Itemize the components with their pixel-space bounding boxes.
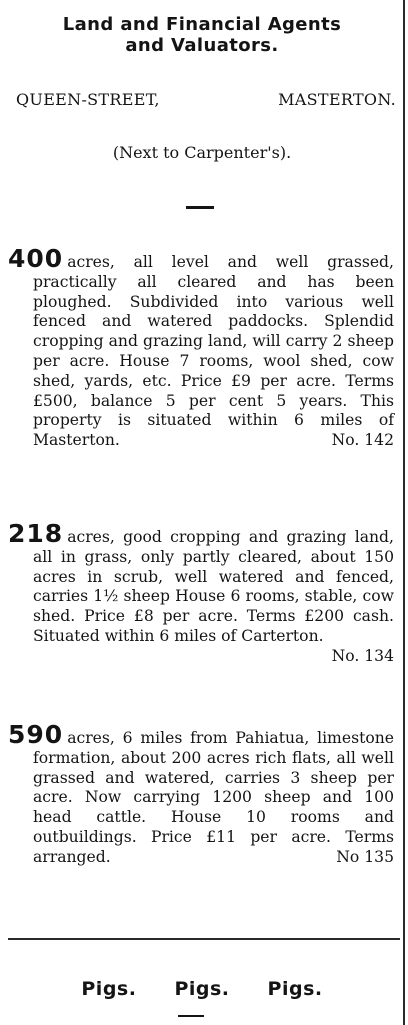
pigs-word: Pigs. bbox=[267, 978, 323, 1000]
agency-title bbox=[0, 14, 404, 56]
address-street: QUEEN-STREET, bbox=[16, 90, 160, 109]
acreage-number: 590 bbox=[8, 720, 64, 749]
listing-400-acres bbox=[8, 244, 394, 451]
title-line-1: Land and Financial Agents bbox=[62, 14, 342, 35]
listing-number: No. 142 bbox=[331, 431, 394, 450]
listing-text: acres, 6 miles from Pahiatua, limestone formation, about 200 acres rich flats, all well grassed and watered, carries 3 sheep per acre. Now carrying 1200 sheep and 100 head cattle. House 10 rooms and outbuildings. Price £11 per acre. Terms arranged. bbox=[33, 729, 394, 866]
bottom-divider bbox=[178, 1015, 204, 1017]
listing-number: No. 134 bbox=[331, 646, 394, 665]
pigs-heading bbox=[0, 978, 404, 1000]
listing-number: No 135 bbox=[336, 847, 394, 866]
location-note: (Next to Carpenter's). bbox=[112, 143, 292, 162]
listing-218-acres bbox=[8, 519, 394, 667]
pigs-word: Pigs. bbox=[174, 978, 230, 1000]
listing-text: acres, good cropping and grazing land, all in grass, only partly cleared, about 150 acres in scrub, well watered and fenced, carries 1½ sheep House 6 rooms, stable, cow shed. Price £8 per acre. Terms £200 cash. Situated within 6 miles of Carterton. bbox=[33, 528, 394, 645]
section-divider bbox=[186, 206, 214, 209]
address-town: MASTERTON. bbox=[278, 90, 396, 109]
title-line-2: and Valuators. bbox=[125, 35, 279, 56]
listing-590-acres bbox=[8, 720, 394, 868]
pigs-word: Pigs. bbox=[81, 978, 137, 1000]
footer-rule bbox=[8, 938, 400, 940]
acreage-number: 218 bbox=[8, 519, 64, 548]
acreage-number: 400 bbox=[8, 244, 64, 273]
listing-text: acres, all level and well grassed, practically all cleared and has been ploughed. Subdivided into various well fenced and watered paddocks. Splendid cropping and grazing land, will carry 2 sheep per acre. House 7 rooms, wool shed, cow shed, yards, etc. Price £9 per acre. Terms £500, balance 5 per cent 5 years. This property is situated within 6 miles of Masterton. bbox=[33, 253, 394, 450]
